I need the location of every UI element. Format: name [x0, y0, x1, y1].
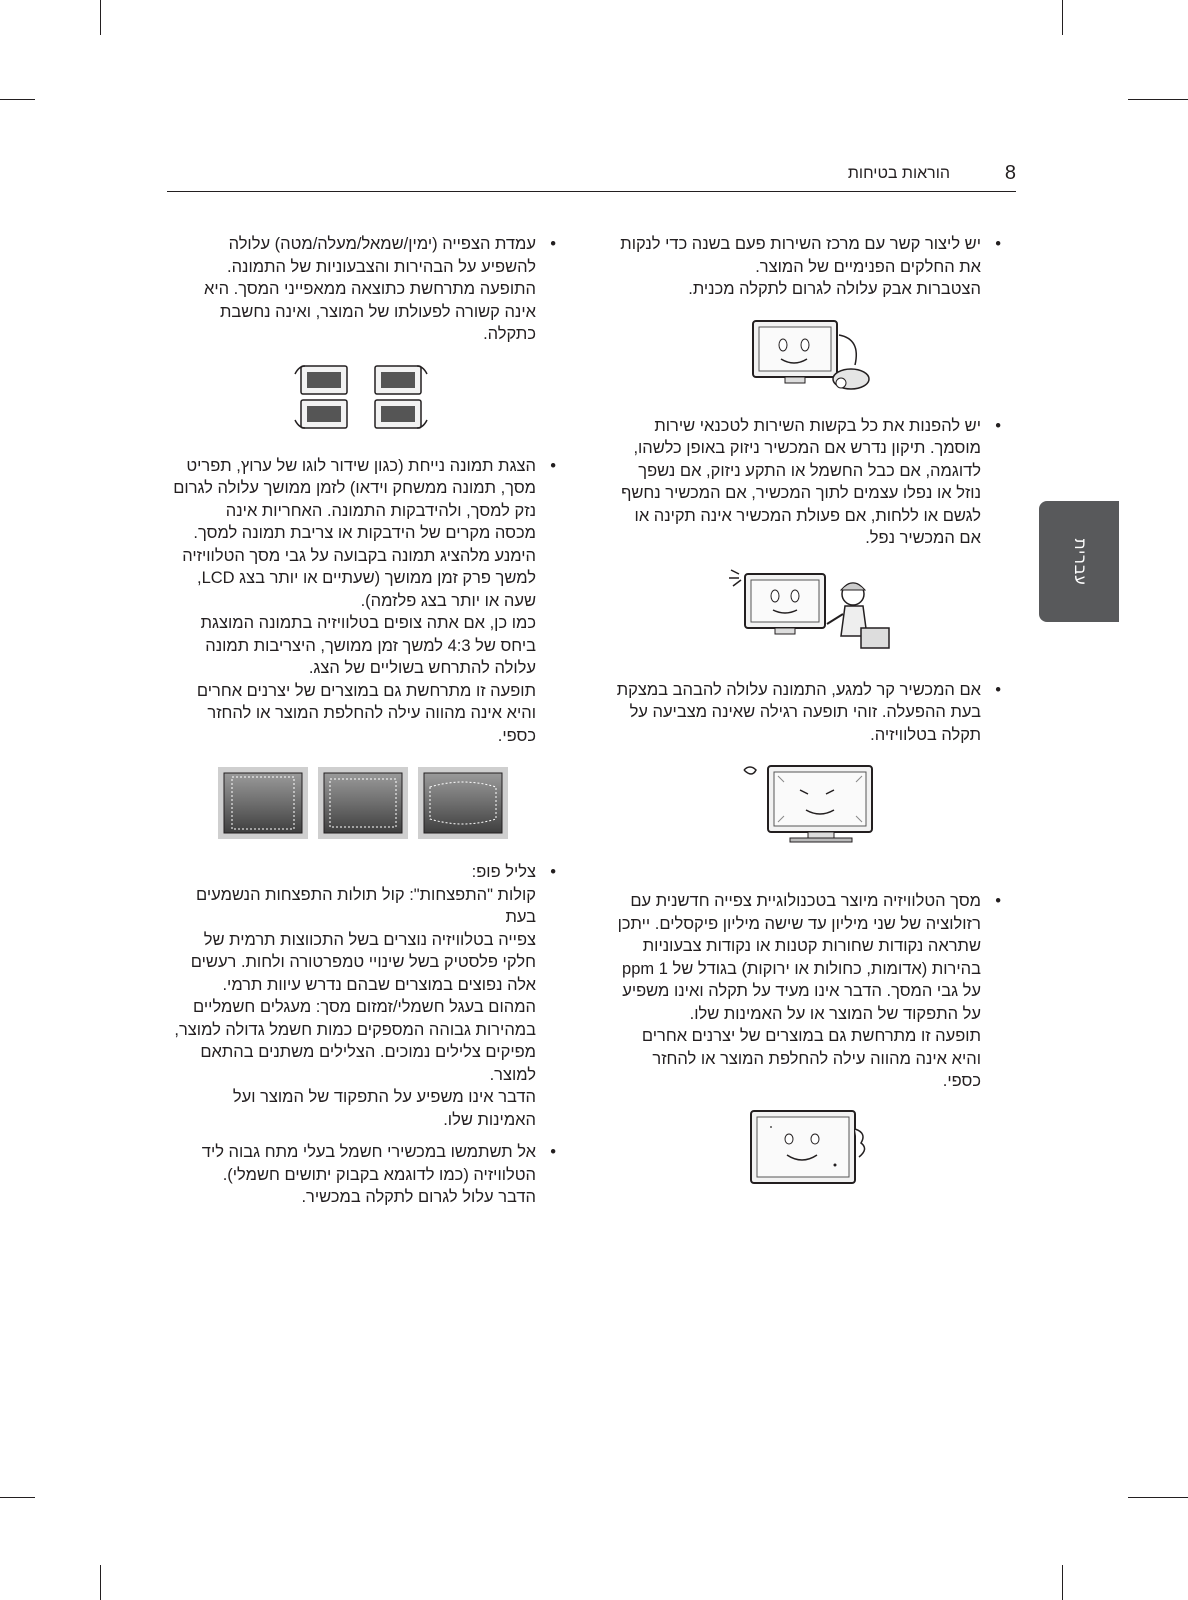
list-item: [170, 861, 556, 1131]
crop-mark: [100, 0, 101, 35]
list-item: [615, 890, 1001, 1093]
language-tab-label: עברית: [1071, 537, 1088, 586]
item-line: תופעה זו מתרחשת גם במוצרים של יצרנים אחרים: [641, 1027, 981, 1045]
tv-pixels-illustration: [615, 1107, 1001, 1192]
item-line: תקלה בטלוויזיה.: [870, 725, 981, 744]
item-line: הדבר עלול לגרום לתקלה במכשיר.: [301, 1188, 536, 1206]
item-line: את החלקים הפנימיים של המוצר.: [755, 257, 981, 276]
item-line: עלולה להתרחש בשוליים של הצג.: [308, 659, 536, 677]
list-item: [615, 679, 1001, 747]
item-line: מפיקים צלילים נמוכים. הצלילים משתנים בהתאם: [200, 1043, 536, 1061]
item-line: נוזל או נפלו עצמים לתוך המכשיר, אם המכשיר נחשף: [621, 484, 981, 502]
tv-vacuum-illustration: [615, 315, 1001, 395]
bullet: •: [995, 680, 1001, 699]
list-item: [170, 233, 556, 346]
item-line: התופעה מתרחשת כתוצאה ממאפייני המסך. היא: [203, 280, 536, 298]
item-line: המהום בעגל חשמלי/זמזום מסך: מעגלים חשמליים: [193, 998, 536, 1016]
list-item: [615, 233, 1001, 301]
item-line: ביחס של 4:3 למשך זמן ממושך, היצריבות תמונה: [205, 636, 536, 655]
item-line: כספי.: [942, 1072, 981, 1090]
bullet: •: [995, 892, 1001, 910]
list-item: [170, 1141, 556, 1209]
bullet: •: [995, 235, 1001, 253]
item-line: אם המכשיר נפל.: [865, 529, 981, 547]
item-line: יש ליצור קשר עם מרכז השירות פעם בשנה כדי לנקות: [620, 235, 981, 253]
item-line: עמדת הצפייה (ימין/שמאל/מעלה/מטה) עלולה: [228, 235, 536, 253]
item-line: על התפקוד של המוצר או על האמינות שלו.: [689, 1004, 981, 1023]
item-line: במהירות גבוהה המספקים כמות חשמל גדולה למוצר,: [174, 1020, 536, 1039]
item-line: מוסמך. תיקון נדרש אם המכשיר ניזוק באופן כלשהו,: [633, 439, 981, 457]
item-line: מכסה מקרים של הידבקות או צריבת תמונה למסך.: [193, 524, 536, 542]
page-number: 8: [1004, 162, 1016, 184]
item-line: אלה נפוצים במוצרים שבהם נדרש עיוות תרמי.: [222, 975, 536, 994]
item-line: תופעה זו מתרחשת גם במוצרים של יצרנים אחרים: [196, 681, 536, 700]
item-line: לדוגמה, אם כבל החשמל או התקע ניזוק, אם נשפך: [638, 461, 981, 480]
left-column: [170, 233, 556, 1209]
bullet: •: [550, 863, 556, 881]
list-item: [170, 455, 556, 748]
item-line: אל תשתמשו במכשירי חשמל בעלי מתח גבוה ליד: [201, 1143, 536, 1161]
item-line: מסך, תמונה ממשחק וידאו) לזמן ממושך עלולה לגרום: [173, 479, 536, 497]
item-line: למוצר.: [489, 1065, 536, 1084]
item-line: האמינות שלו.: [443, 1110, 536, 1129]
tv-technician-illustration: [615, 564, 1001, 659]
crop-mark: [1128, 99, 1188, 100]
item-line: שעה או יותר בצג פלזמה).: [360, 591, 536, 610]
item-line: הצגת תמונה נייחת (כגון שידור לוגו של ערוץ, תפריט: [186, 456, 536, 475]
item-line: נזק למסך, ולהידבקות התמונה. האחריות אינה: [225, 501, 536, 520]
crop-mark: [1062, 1565, 1063, 1600]
bullet: •: [550, 235, 556, 253]
list-item: [615, 415, 1001, 550]
bullet: •: [995, 416, 1001, 435]
language-tab: [1039, 501, 1119, 622]
crop-mark: [100, 1565, 101, 1600]
item-line: קולות "התפצחות": קול תולות התפצחות הנשמעים בעת: [196, 885, 536, 926]
crop-mark: [1128, 1497, 1188, 1498]
item-line: חלקי פלסטיק בשל שינויי טמפרטורה ולחות. רעשים: [190, 953, 536, 971]
item-line: יש להפנות את כל בקשות השירות לטכנאי שירות: [654, 416, 981, 435]
tv-flicker-illustration: [615, 760, 1001, 850]
item-line: צפייה בטלוויזיה נוצרים בשל התכווצות תרמית של: [203, 930, 536, 949]
crop-mark: [0, 1497, 35, 1498]
item-line: הטלוויזיה (כמו לדוגמא בקבוק יתושים חשמלי).: [222, 1165, 536, 1184]
item-line: הדבר אינו משפיע על התפקוד של המוצר ועל: [232, 1088, 536, 1106]
item-line: אם המכשיר קר למגע, התמונה עלולה להבהב במצקת: [616, 680, 981, 699]
item-line: בהירות (אדומות, כחולות או ירוקות) בגודל של 1 ppm: [622, 959, 981, 978]
item-line: להשפיע על הבהירות והצבעוניות של התמונה.: [227, 257, 536, 276]
crop-mark: [1062, 0, 1063, 35]
page-header: [167, 160, 1016, 192]
item-line: הימנע מלהציג תמונה בקבועה על גבי מסך הטלוויזיה: [182, 546, 536, 565]
item-line: אינה קשורה לפעולתו של המוצר, ואינה נחשבת: [220, 302, 536, 321]
right-column: [615, 233, 1001, 1212]
item-line: צליל פופ:: [471, 863, 536, 881]
section-title: הוראות בטיחות: [847, 165, 950, 182]
bullet: •: [550, 456, 556, 475]
item-line: כספי.: [497, 726, 536, 745]
burn-in-illustration: [170, 767, 556, 839]
item-line: והיא אינה מהווה עילה להחלפת המוצר או להחזר: [207, 704, 536, 722]
item-line: בעת ההפעלה. זוהי תופעה רגילה שאינה מצביעה על: [629, 703, 981, 721]
crop-mark: [0, 99, 35, 100]
item-line: רזולוציה של שני מיליון עד שישה מיליון פיקסלים. ייתכן: [617, 914, 981, 933]
item-line: הצטברות אבק עלולה לגרום לתקלה מכנית.: [688, 280, 981, 298]
item-line: שתראה נקודות שחורות קטנות או נקודות צבעוניות: [642, 937, 981, 955]
header-rule: [167, 191, 1016, 192]
item-line: על גבי המסך. הדבר אינו מעיד על תקלה ואינו משפיע: [622, 982, 981, 1000]
bullet: •: [550, 1143, 556, 1161]
item-line: מסך הטלוויזיה מיוצר בטכנולוגיית צפייה חדשנית עם: [630, 892, 981, 910]
item-line: למשך פרק זמן ממושך (שעתיים או יותר בצג LCD,: [196, 569, 536, 587]
viewing-angles-illustration: [170, 360, 556, 435]
item-line: כמו כן, אם אתה צופים בטלוויזיה בתמונה המוצגת: [200, 614, 536, 632]
item-line: לגשם או ללחות, אם פעולת המכשיר אינה תקינה או: [634, 506, 981, 525]
item-line: והיא אינה מהווה עילה להחלפת המוצר או להחזר: [652, 1049, 981, 1068]
item-line: כתקלה.: [483, 325, 536, 343]
